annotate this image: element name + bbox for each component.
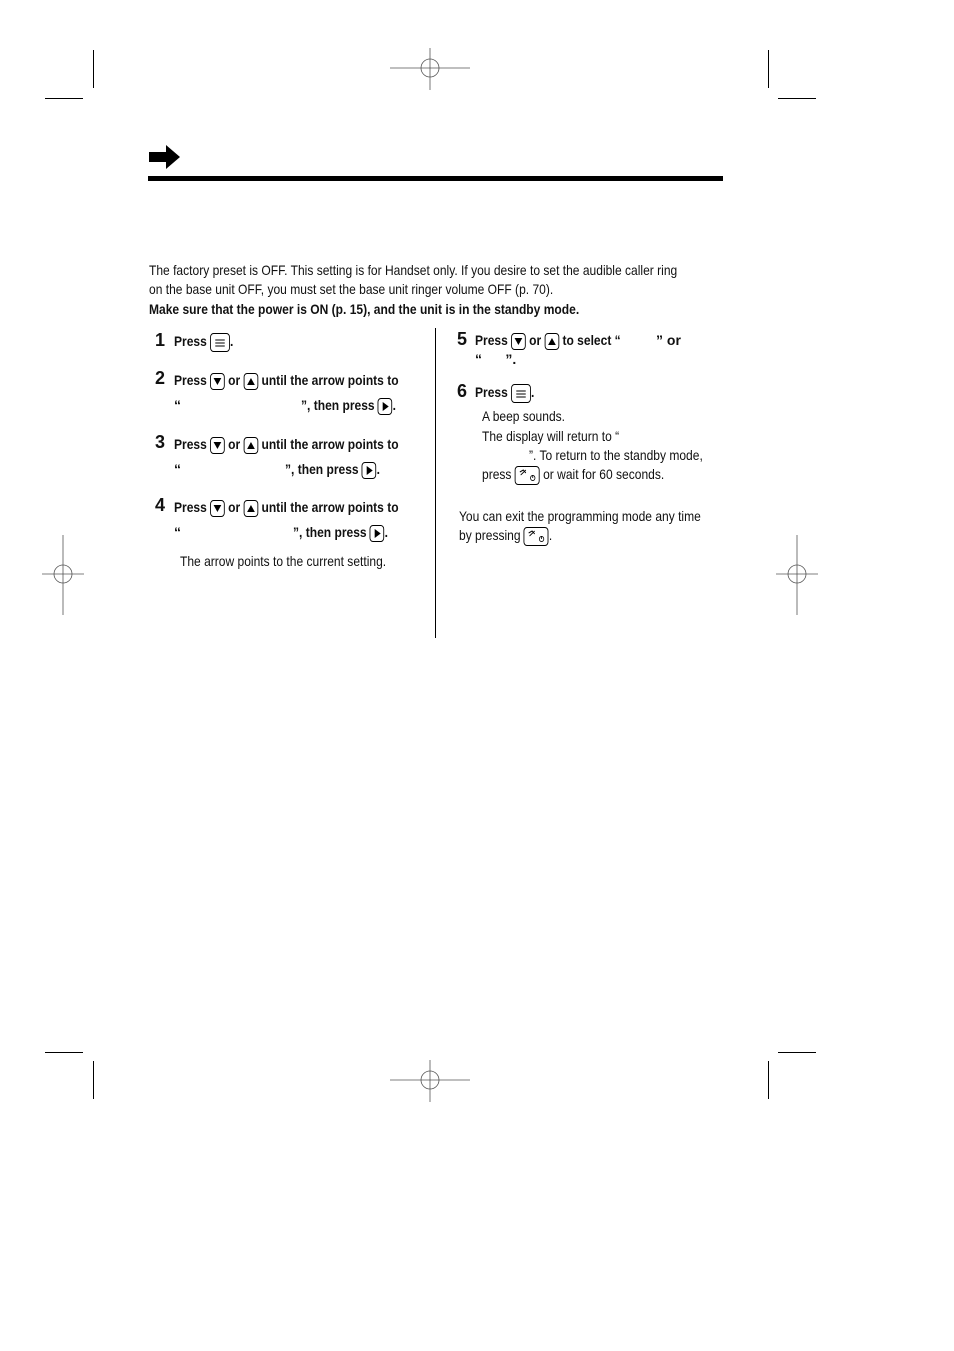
step-4-quote-open: “ (174, 524, 181, 540)
crop-mark (45, 1052, 83, 1053)
off-button-icon[interactable] (524, 527, 549, 546)
down-navigator-icon[interactable] (210, 437, 225, 454)
menu-button-icon[interactable] (210, 333, 230, 352)
step-6-display: The display will return to “ (482, 428, 620, 444)
step-4-text: Press or until the arrow points to (174, 499, 399, 515)
step-number: 4 (155, 495, 166, 515)
off-button-icon[interactable] (515, 466, 540, 485)
intro-note: Make sure that the power is ON (p. 15), and the unit is in the standby mode. (149, 301, 580, 317)
step-3-text: Press or until the arrow points to (174, 436, 399, 452)
right-arrow-icon (149, 145, 181, 169)
step-number: 1 (155, 330, 166, 350)
step-2-then: ”, then press . (301, 397, 396, 413)
header-rule (148, 176, 723, 181)
registration-mark-icon (42, 535, 84, 615)
intro-line: on the base unit OFF, you must set the base unit ringer volume OFF (p. 70). (149, 281, 554, 297)
step-3-quote-open: “ (174, 461, 181, 477)
crop-mark (768, 50, 769, 88)
intro-line: The factory preset is OFF. This setting is for Handset only. If you desire to set the audible caller ring (149, 262, 678, 278)
up-navigator-icon[interactable] (244, 500, 259, 517)
registration-mark-icon (390, 48, 470, 90)
step-6-text: Press . (475, 383, 544, 403)
step-5-text: Press or to select “ (475, 332, 621, 348)
crop-mark (768, 1061, 769, 1099)
step-4-note: The arrow points to the current setting. (180, 553, 387, 569)
up-navigator-icon[interactable] (244, 373, 259, 390)
up-navigator-icon[interactable] (545, 333, 560, 350)
step-5-or: ” or (656, 332, 681, 348)
exit-note-line: by pressing . (459, 526, 567, 546)
crop-mark (93, 50, 94, 88)
registration-mark-icon (776, 535, 818, 615)
crop-mark (45, 98, 83, 99)
down-navigator-icon[interactable] (511, 333, 526, 350)
step-6-press: press or wait for 60 seconds. (482, 465, 694, 485)
step-number: 2 (155, 368, 166, 388)
exit-note-line: You can exit the programming mode any time (459, 508, 701, 524)
step-number: 6 (457, 381, 468, 401)
step-6-beep: A beep sounds. (482, 408, 566, 424)
right-navigator-icon[interactable] (378, 398, 393, 415)
up-navigator-icon[interactable] (244, 437, 259, 454)
step-number: 5 (457, 329, 468, 349)
step-1-text: Press . (174, 332, 243, 352)
right-navigator-icon[interactable] (370, 525, 385, 542)
crop-mark (93, 1061, 94, 1099)
menu-button-icon[interactable] (511, 384, 531, 403)
step-3-then: ”, then press . (285, 461, 380, 477)
crop-mark (778, 98, 816, 99)
down-navigator-icon[interactable] (210, 373, 225, 390)
right-navigator-icon[interactable] (362, 462, 377, 479)
down-navigator-icon[interactable] (210, 500, 225, 517)
step-number: 3 (155, 432, 166, 452)
crop-mark (778, 1052, 816, 1053)
registration-mark-icon (390, 1060, 470, 1102)
step-2-quote-open: “ (174, 397, 181, 413)
step-6-return: ”. To return to the standby mode, (529, 447, 703, 463)
step-5-quote: “ ”. (475, 351, 517, 367)
step-2-text: Press or until the arrow points to (174, 372, 399, 388)
step-4-then: ”, then press . (293, 524, 388, 540)
